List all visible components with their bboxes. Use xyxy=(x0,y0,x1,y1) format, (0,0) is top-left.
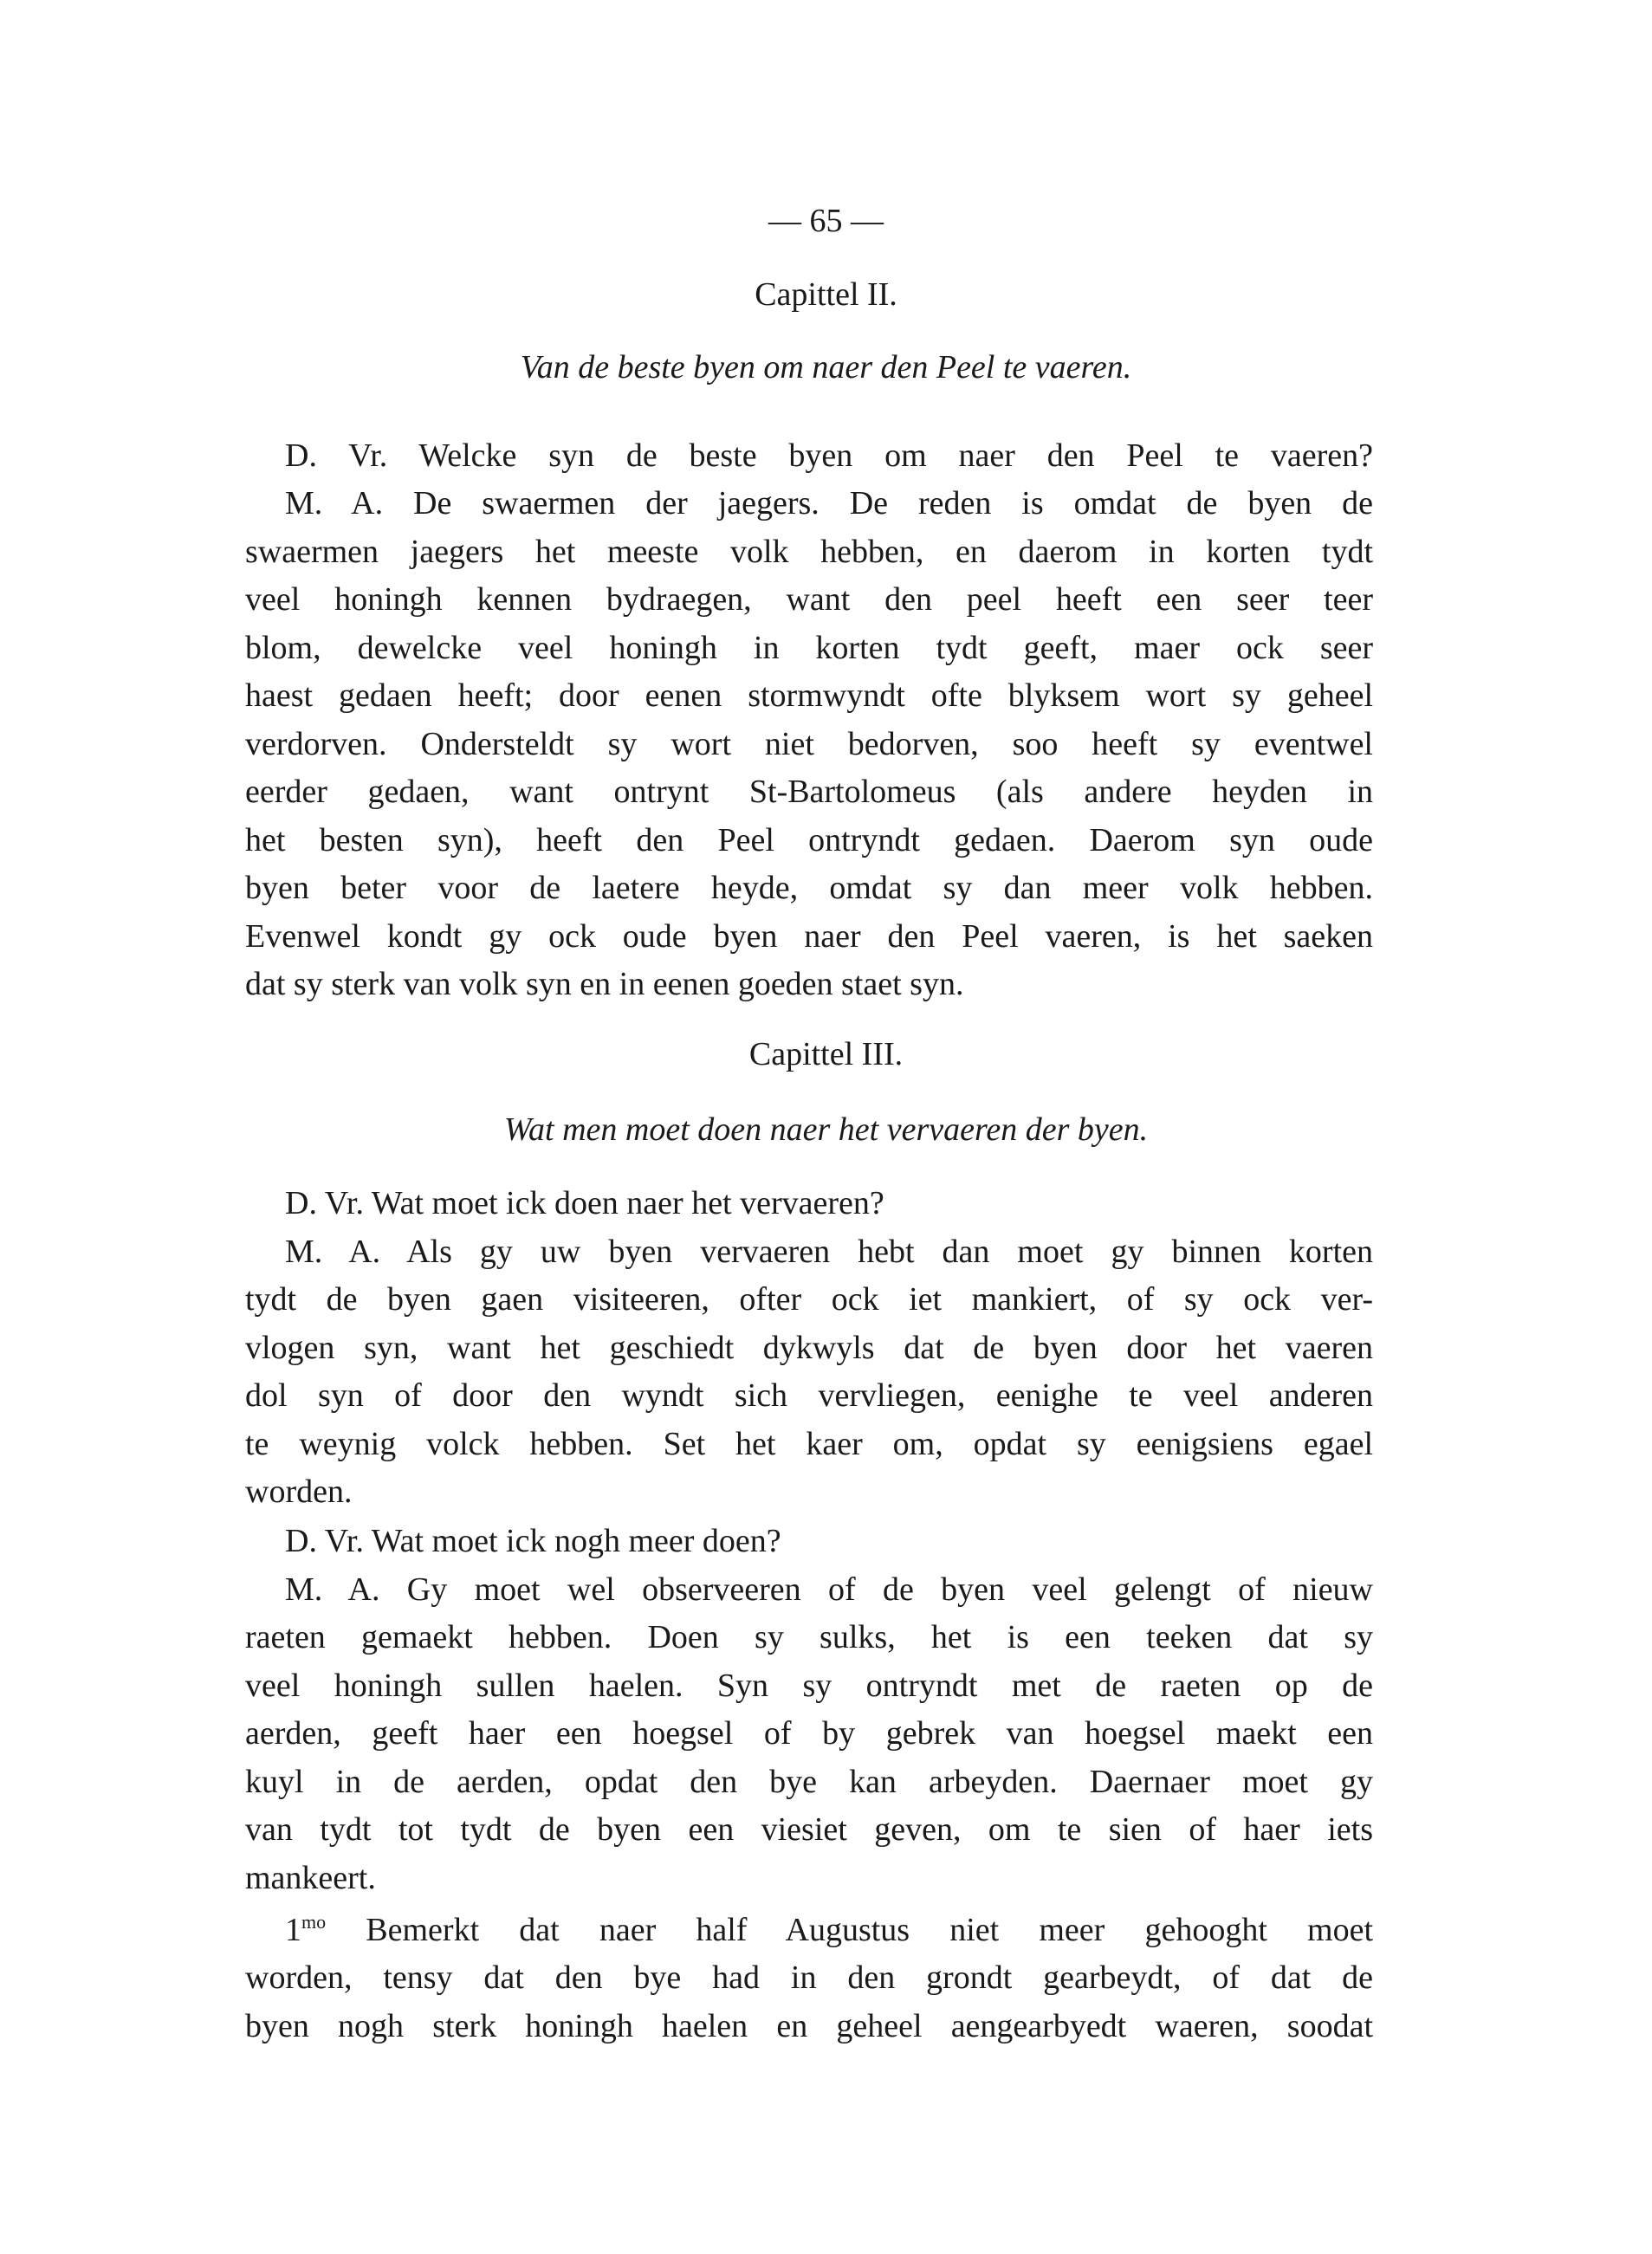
text-line: worden. xyxy=(245,1474,353,1510)
text-line: aerden, geeft haer een hoegsel of by gebrek van hoegsel maekt een xyxy=(245,1715,1373,1752)
text-line: M. A. De swaermen der jaegers. De reden is omdat de byen de xyxy=(285,485,1373,521)
text-line: Evenwel kondt gy ock oude byen naer den Peel vaeren, is het saeken xyxy=(245,918,1373,955)
text-line: mankeert. xyxy=(245,1860,376,1896)
page-number: — 65 — xyxy=(768,203,884,239)
text-line: D. Vr. Wat moet ick nogh meer doen? xyxy=(285,1523,781,1559)
text-line: D. Vr. Wat moet ick doen naer het vervaeren? xyxy=(285,1185,884,1221)
text-line: kuyl in de aerden, opdat den bye kan arbeyden. Daernaer moet gy xyxy=(245,1764,1373,1800)
text-line: worden, tensy dat den bye had in den grondt gearbeydt, of dat de xyxy=(245,1959,1373,1996)
text-line: haest gedaen heeft; door eenen stormwyndt ofte blyksem wort sy geheel xyxy=(245,677,1373,714)
text-line: veel honingh kennen bydraegen, want den peel heeft een seer teer xyxy=(245,581,1373,618)
text-line: het besten syn), heeft den Peel ontryndt gedaen. Daerom syn oude xyxy=(245,822,1373,858)
chapter-heading: Capittel III. xyxy=(748,1036,904,1072)
text-line: raeten gemaekt hebben. Doen sy sulks, het is een teeken dat sy xyxy=(245,1619,1373,1655)
note-ordinal-suffix: mo xyxy=(301,1911,327,1933)
text-line: verdorven. Ondersteldt sy wort niet bedorven, soo heeft sy eventwel xyxy=(245,726,1373,762)
text-line: byen beter voor de laetere heyde, omdat sy dan meer volk hebben. xyxy=(245,870,1373,906)
chapter-subtitle: Wat men moet doen naer het vervaeren der byen. xyxy=(503,1111,1149,1148)
text-line: dat sy sterk van volk syn en in eenen goeden staet syn. xyxy=(245,966,964,1002)
chapter-subtitle: Van de beste byen om naer den Peel te vaeren. xyxy=(520,349,1132,385)
text-line: byen nogh sterk honingh haelen en geheel aengearbyedt waeren, soodat xyxy=(245,2008,1373,2044)
text-line: te weynig volck hebben. Set het kaer om, opdat sy eenigsiens egael xyxy=(245,1426,1373,1462)
note-line xyxy=(285,1906,1373,1954)
chapter-heading: Capittel II. xyxy=(755,276,897,313)
note-ordinal: 1 xyxy=(285,1912,301,1948)
text-line: M. A. Als gy uw byen vervaeren hebt dan moet gy binnen korten xyxy=(285,1234,1373,1270)
text-line: blom, dewelcke veel honingh in korten tydt geeft, maer ock seer xyxy=(245,630,1373,666)
text-line: eerder gedaen, want ontrynt St-Bartolomeus (als andere heyden in xyxy=(245,774,1373,810)
note-first-line-text: Bemerkt dat naer half Augustus niet meer gehooght moet xyxy=(326,1912,1373,1948)
text-line: dol syn of door den wyndt sich vervliegen, eenighe te veel anderen xyxy=(245,1377,1373,1414)
text-line: veel honingh sullen haelen. Syn sy ontryndt met de raeten op de xyxy=(245,1668,1373,1704)
text-line: M. A. Gy moet wel observeeren of de byen veel gelengt of nieuw xyxy=(285,1571,1373,1608)
text-line: vlogen syn, want het geschiedt dykwyls dat de byen door het vaeren xyxy=(245,1330,1373,1366)
text-line: van tydt tot tydt de byen een viesiet geven, om te sien of haer iets xyxy=(245,1811,1373,1848)
text-line: D. Vr. Welcke syn de beste byen om naer den Peel te vaeren? xyxy=(285,437,1373,474)
text-line: swaermen jaegers het meeste volk hebben, en daerom in korten tydt xyxy=(245,534,1373,570)
text-line: tydt de byen gaen visiteeren, ofter ock iet mankiert, of sy ock ver- xyxy=(245,1281,1373,1318)
